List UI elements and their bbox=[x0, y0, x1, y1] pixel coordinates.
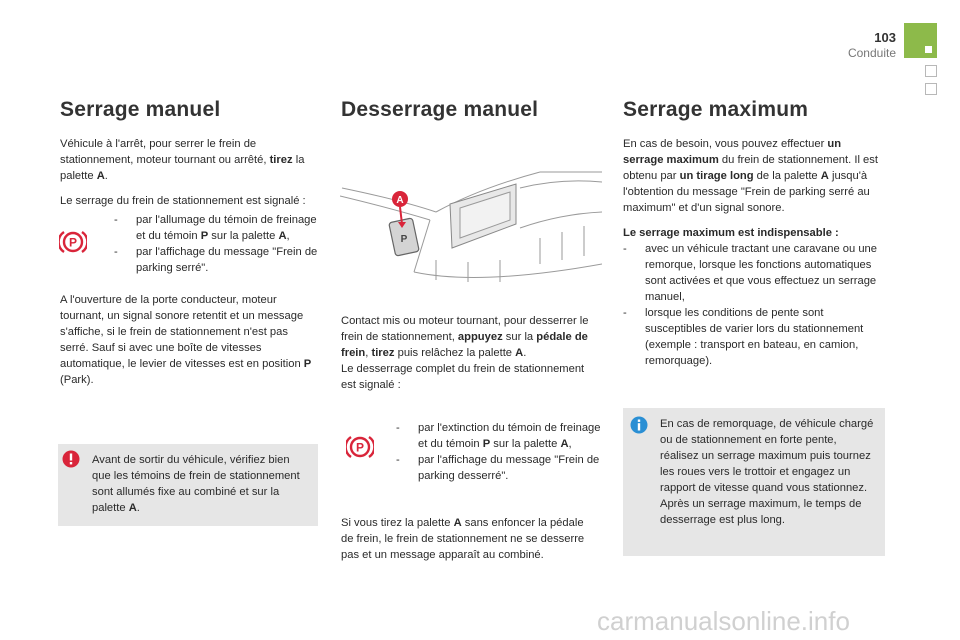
svg-text:P: P bbox=[355, 440, 365, 455]
paragraph: Si vous tirez la palette A sans enfoncer la pédale de frein, le frein de stationnement ne se desserre pas et un message apparaît au combiné. bbox=[341, 517, 585, 561]
list-item: - avec un véhicule tractant une caravane ou une remorque, lorsque les fonctions automatiques sont activées et que vous effectuez un serrage manuel, bbox=[623, 243, 877, 303]
info-text bbox=[660, 416, 878, 528]
paragraph: Contact mis ou moteur tournant, pour desserrer le frein de stationnement, appuyez sur la pédale de frein, tirez puis relâchez la palette A. bbox=[341, 315, 589, 359]
parking-brake-console-illustration bbox=[340, 168, 602, 294]
list-item: - par l'affichage du message "Frein de parking desserré". bbox=[396, 454, 600, 482]
heading: Serrage manuel bbox=[60, 98, 221, 121]
list bbox=[396, 420, 602, 484]
heading: Desserrage manuel bbox=[341, 98, 539, 121]
callout-label-a: A bbox=[396, 195, 404, 206]
paragraph: Le serrage maximum est indispensable : bbox=[623, 227, 839, 239]
section-tab-marker bbox=[904, 23, 937, 58]
column-serrage-manuel bbox=[60, 98, 318, 388]
svg-text:P: P bbox=[400, 234, 408, 245]
paragraph: En cas de besoin, vous pouvez effectuer un serrage maximum du frein de stationnement. Il est obtenu par un tirage long de la palette A jusqu'à l'obtention du message "Frein de parking serré au maximum" et d'un signal sonore. bbox=[623, 138, 878, 214]
parking-brake-warning-icon bbox=[346, 433, 374, 461]
page-number: 103 bbox=[874, 30, 896, 45]
column-serrage-maximum bbox=[623, 98, 881, 369]
column-desserrage-text bbox=[341, 313, 599, 393]
paragraph: Le serrage du frein de stationnement est signalé : bbox=[60, 195, 306, 207]
section-marker-square bbox=[925, 83, 937, 95]
info-paragraph: Après un serrage maximum, le temps de desserrage est plus long. bbox=[660, 498, 862, 526]
paragraph: A l'ouverture de la porte conducteur, moteur tournant, un signal sonore retentit et un message s'affiche, si le frein de stationnement n'est pas serré. Sauf si avec une boîte de vitesses automatique, le levier de vitesses est en position P (Park). bbox=[60, 294, 312, 386]
section-title: Conduite bbox=[847, 46, 896, 60]
warning-icon bbox=[62, 450, 80, 468]
list-item: - par l'affichage du message "Frein de parking serré". bbox=[114, 246, 318, 274]
footer-watermark: carmanualsonline.info bbox=[597, 606, 850, 636]
list-item: - lorsque les conditions de pente sont susceptibles de varier lors du stationnement (exemple : transport en bateau, en camion, remorquage). bbox=[623, 307, 864, 367]
list-item: - par l'allumage du témoin de freinage et du témoin P sur la palette A, bbox=[114, 214, 317, 242]
warning-text: Avant de sortir du véhicule, vérifiez bien que les témoins de frein de stationnement sont allumés fixe au combiné et sur la palette A. bbox=[92, 454, 300, 514]
heading: Serrage maximum bbox=[623, 98, 809, 121]
info-paragraph: En cas de remorquage, de véhicule chargé ou de stationnement en forte pente, réalisez un serrage maximum puis tournez les roues vers le trottoir et engagez un rapport de vitesse quand vous stationnez. bbox=[660, 418, 874, 494]
paragraph: Le desserrage complet du frein de stationnement est signalé : bbox=[341, 363, 585, 391]
section-marker-square bbox=[925, 65, 937, 77]
list-item: - par l'extinction du témoin de freinage et du témoin P sur la palette A, bbox=[396, 422, 601, 450]
info-icon bbox=[630, 416, 648, 434]
svg-text:P: P bbox=[68, 235, 78, 250]
parking-brake-warning-icon bbox=[59, 228, 87, 256]
column-desserrage-manuel bbox=[341, 98, 601, 136]
paragraph: Véhicule à l'arrêt, pour serrer le frein de stationnement, moteur tournant ou arrêté, tirez la palette A. bbox=[60, 138, 305, 182]
